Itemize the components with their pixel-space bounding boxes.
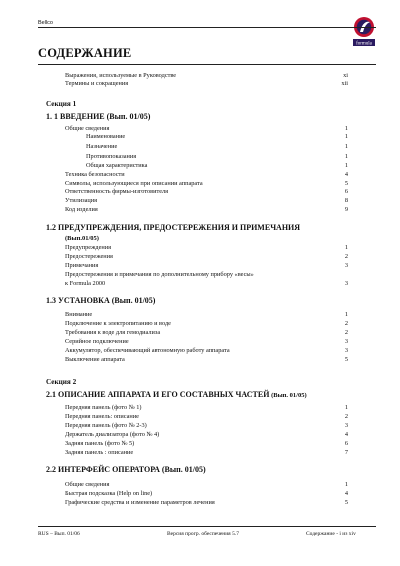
toc-page: 3 (344, 338, 348, 345)
toc-page: 3 (344, 422, 348, 429)
toc-page: 6 (344, 440, 348, 447)
toc-entry: Утилизация (65, 197, 98, 204)
footer-rule (38, 526, 376, 527)
title-rule (38, 64, 376, 65)
chapter-heading: 1.2 ПРЕДУПРЕЖДЕНИЯ, ПРЕДОСТЕРЕЖЕНИЯ И ПРИМЕЧАНИЯ (46, 223, 301, 232)
toc-page: 5 (344, 180, 348, 187)
toc-page: 1 (344, 311, 348, 318)
toc-entry: Противопоказания (86, 153, 137, 160)
toc-entry: Предостережения и примечания по дополнительному прибору «весы» (65, 271, 254, 278)
header-rule (38, 27, 376, 28)
chapter-heading (46, 390, 307, 399)
toc-page: 1 (344, 143, 348, 150)
toc-entry: Общая характеристика (86, 162, 148, 169)
toc-entry: Передняя панель (фото № 2-3) (65, 422, 147, 429)
toc-entry: Предостережения (65, 253, 113, 260)
logo-text: formula (356, 41, 372, 47)
toc-page: 2 (344, 329, 348, 336)
toc-entry: Выключение аппарата (65, 356, 125, 363)
toc-entry: Техника безопасности (65, 171, 125, 178)
toc-page: 1 (344, 481, 348, 488)
toc-page: 5 (344, 499, 348, 506)
toc-entry: Серийное подключение (65, 338, 129, 345)
toc-page: 1 (344, 404, 348, 411)
toc-page: 3 (344, 347, 348, 354)
toc-entry: Задняя панель : описание (65, 449, 134, 456)
toc-entry: Задняя панель (фото № 5) (65, 440, 135, 447)
toc-entry: Примечания (65, 262, 99, 269)
brand-name: Bellco (38, 20, 53, 26)
toc-entry: к Formula 2000 (65, 280, 106, 287)
toc-entry: Общие сведения (65, 125, 110, 132)
toc-entry: Внимание (65, 311, 93, 318)
toc-page: 9 (344, 206, 348, 213)
toc-entry: Передняя панель (фото № 1) (65, 404, 142, 411)
toc-page: 1 (344, 133, 348, 140)
toc-page: 1 (344, 244, 348, 251)
toc-page: 4 (344, 171, 348, 178)
toc-entry: Выражения, используемые в Руководстве (65, 72, 177, 79)
toc-entry: Графические средства и изменение параметров лечения (65, 499, 215, 506)
toc-page: xii (341, 80, 348, 87)
toc-page: 8 (344, 197, 348, 204)
toc-page: 6 (344, 188, 348, 195)
chapter-title: 2.1 ОПИСАНИЕ АППАРАТА И ЕГО СОСТАВНЫХ ЧАСТЕЙ (46, 390, 270, 399)
footer-left: RUS – Вып. 01/06 (38, 531, 80, 537)
toc-page: 3 (344, 280, 348, 287)
section-heading: Секция 1 (46, 100, 77, 108)
toc-entry: Код изделия (65, 206, 98, 213)
toc-entry: Требования к воде для гемодиализа (65, 329, 161, 336)
footer-center: Версия прогр. обеспечения 5.7 (167, 531, 239, 537)
toc-page: xi (343, 72, 348, 79)
footer-right: Содержание - i из xiv (306, 531, 356, 537)
toc-entry: Назначение (86, 143, 118, 150)
chapter-heading: 2.2 ИНТЕРФЕЙС ОПЕРАТОРА (Вып. 01/05) (46, 465, 206, 474)
page-title: СОДЕРЖАНИЕ (38, 46, 132, 60)
toc-entry: Наименование (86, 133, 126, 140)
chapter-heading: 1.3 УСТАНОВКА (Вып. 01/05) (46, 296, 156, 305)
toc-entry: Быстрая подсказка (Help on line) (65, 490, 153, 497)
toc-page: 4 (344, 490, 348, 497)
toc-page: 2 (344, 413, 348, 420)
toc-page: 2 (344, 253, 348, 260)
toc-entry: Термины и сокращения (65, 80, 129, 87)
chapter-subtitle: (Вып.01/05) (65, 235, 99, 242)
formula-logo-icon (351, 15, 377, 48)
toc-page: 1 (344, 153, 348, 160)
toc-entry: Передняя панель: описание (65, 413, 139, 420)
section-heading: Секция 2 (46, 378, 77, 386)
toc-page: 4 (344, 431, 348, 438)
toc-page: 1 (344, 125, 348, 132)
toc-entry: Подключение к электропитанию и воде (65, 320, 171, 327)
toc-entry: Символы, использующиеся при описании аппарата (65, 180, 203, 187)
chapter-version: (Вып. 01/05) (269, 392, 307, 399)
toc-entry: Общие сведения (65, 481, 110, 488)
toc-entry: Аккумулятор, обеспечивающий автономную работу аппарата (65, 347, 230, 354)
toc-page: 7 (344, 449, 348, 456)
toc-page: 3 (344, 262, 348, 269)
toc-page: 5 (344, 356, 348, 363)
chapter-heading: 1. 1 ВВЕДЕНИЕ (Вып. 01/05) (46, 112, 151, 121)
toc-entry: Держатель диализатора (фото № 4) (65, 431, 160, 438)
toc-entry: Ответственность фирмы-изготовителя (65, 188, 169, 195)
toc-page: 1 (344, 162, 348, 169)
toc-entry: Предупреждения (65, 244, 112, 251)
toc-page: 2 (344, 320, 348, 327)
